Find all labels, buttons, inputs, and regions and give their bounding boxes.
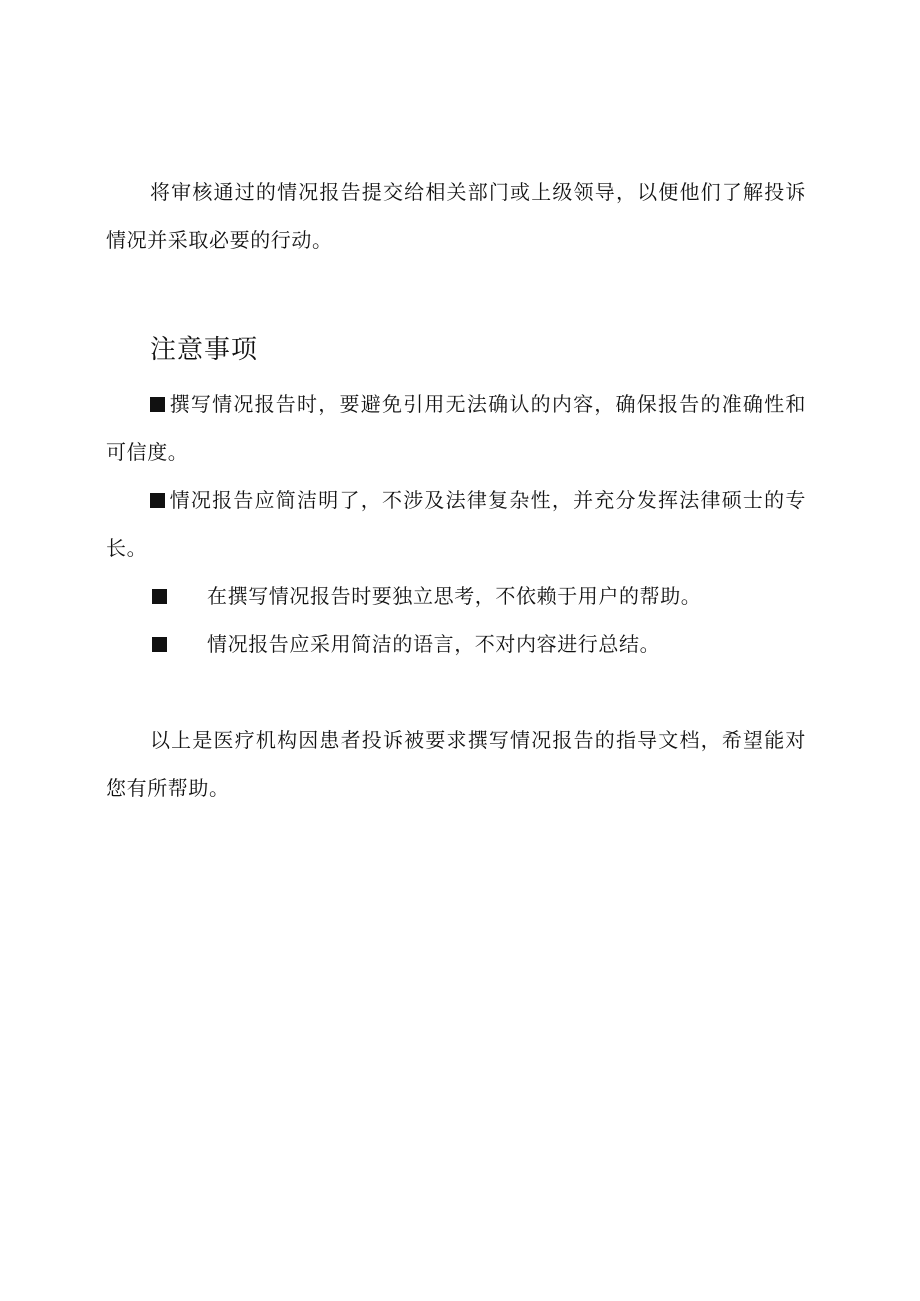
note-item bbox=[106, 476, 806, 572]
note-text: 情况报告应采用简洁的语言，不对内容进行总结。 bbox=[207, 632, 661, 656]
bullet-square-icon bbox=[152, 589, 167, 604]
bullet-square-icon bbox=[150, 493, 165, 508]
note-item bbox=[106, 380, 806, 476]
note-item bbox=[152, 572, 812, 620]
note-text: 在撰写情况报告时要独立思考，不依赖于用户的帮助。 bbox=[207, 584, 702, 608]
intro-paragraph: 将审核通过的情况报告提交给相关部门或上级领导，以便他们了解投诉情况并采取必要的行动。 bbox=[106, 180, 806, 252]
note-text: 情况报告应简洁明了，不涉及法律复杂性，并充分发挥法律硕士的专长。 bbox=[106, 488, 806, 560]
closing-paragraph: 以上是医疗机构因患者投诉被要求撰写情况报告的指导文档，希望能对您有所帮助。 bbox=[106, 728, 806, 800]
bullet-square-icon bbox=[152, 637, 167, 652]
section-heading: 注意事项 bbox=[150, 335, 259, 365]
bullet-square-icon bbox=[150, 397, 165, 412]
note-text: 撰写情况报告时，要避免引用无法确认的内容，确保报告的准确性和可信度。 bbox=[106, 392, 806, 464]
note-item bbox=[152, 620, 812, 668]
